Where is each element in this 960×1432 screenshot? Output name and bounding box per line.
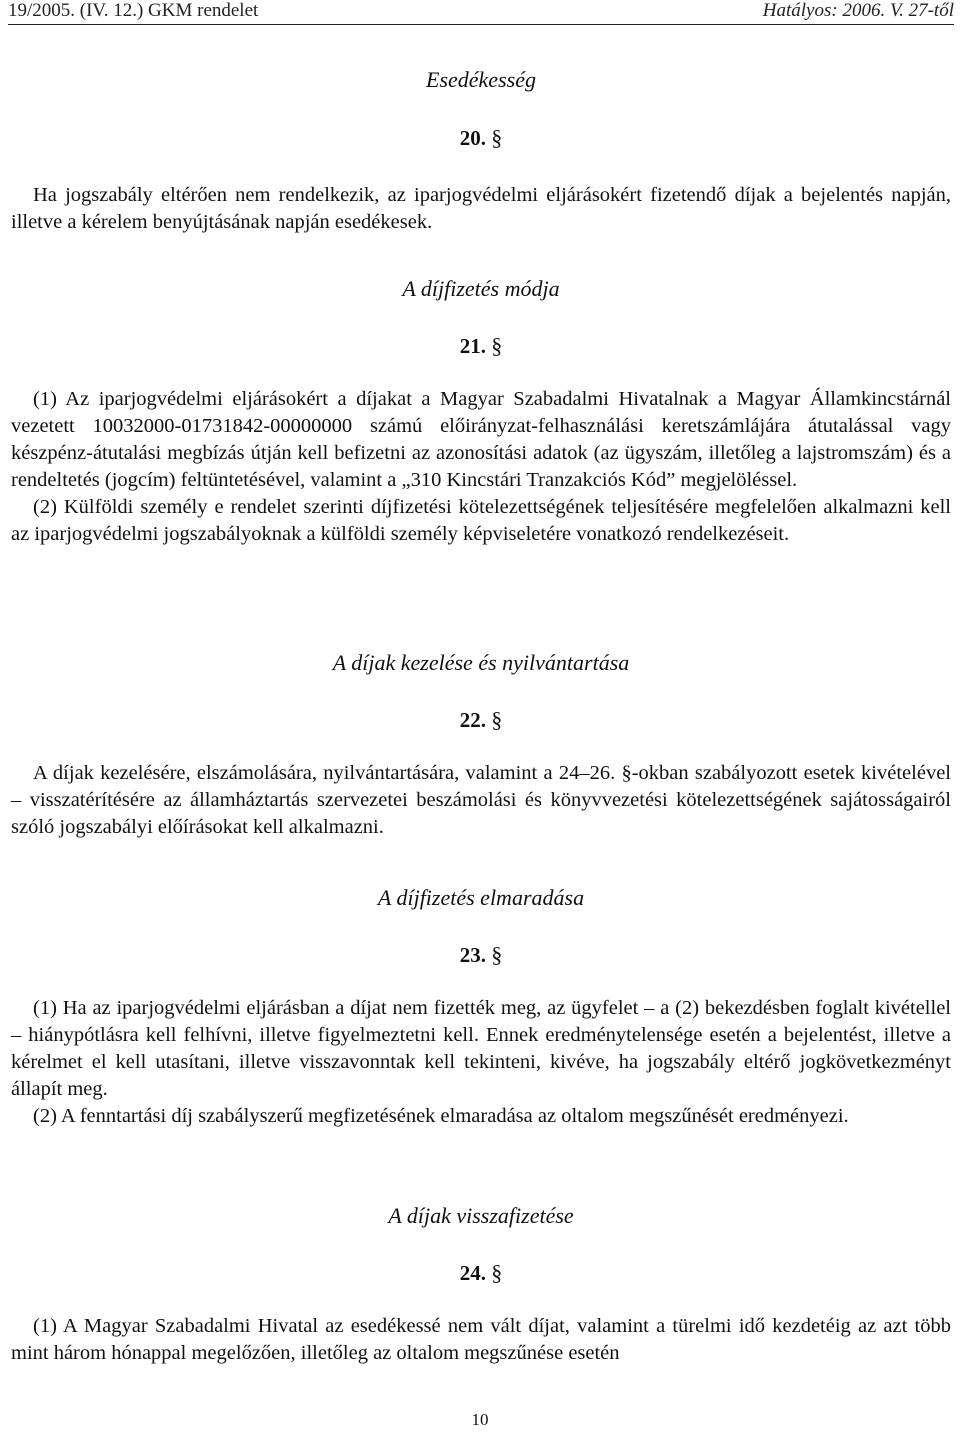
- paragraph-number: 23.: [459, 943, 486, 967]
- section-sign: §: [491, 1260, 503, 1285]
- paragraph-text-22: [11, 760, 951, 841]
- paragraph: (2) A fenntartási díj szabályszerű megfizetésének elmaradása az oltalom megszűnését eredményezi.: [33, 1105, 849, 1127]
- paragraph: (1) A Magyar Szabadalmi Hivatal az esedékessé nem vált díjat, valamint a türelmi idő kezdetéig az azt több mint három hónappal megelőzően, illetőleg az oltalom megszűnése esetén: [11, 1315, 951, 1364]
- paragraph-text-20: [11, 182, 951, 236]
- paragraph-number: 22.: [459, 708, 486, 732]
- section-sign: §: [491, 707, 503, 732]
- paragraph-text-21: [11, 386, 951, 548]
- section-sign: §: [491, 125, 503, 150]
- paragraph: (1) Ha az iparjogvédelmi eljárásban a díjat nem fizették meg, az ügyfelet – a (2) bekezdésben foglalt kivétellel – hiánypótlásra kell felhívni, illetve figyelmeztetni kell. Ennek eredménytelensége esetén a bejelentést, illetve a kérelmet el kell utasítani, illetve visszavonntak kell tekinteni, kivéve, ha jogszabály eltérő jogkövetkezményt állapít meg.: [11, 997, 951, 1100]
- paragraph-number-21: [11, 333, 951, 359]
- header-regulation-id: 19/2005. (IV. 12.) GKM rendelet: [8, 0, 259, 21]
- paragraph: (1) Az iparjogvédelmi eljárásokért a díjakat a Magyar Szabadalmi Hivatalnak a Magyar Államkincstárnál vezetett 10032000-01731842-00000000 számú előirányzat-felhasználási keretszámlájára átutalással vagy készpénz-átutalási megbízás útján kell befizetni az azonosítási adatok (az ügyszám, illetőleg a lajstromszám) és a rendeltetés (jogcím) feltüntetésével, valamint a „310 Kincstári Tranzakciós Kód” megjelöléssel.: [11, 388, 951, 491]
- section-title-esedekesseg: Esedékesség: [426, 67, 536, 92]
- paragraph-number-23: [11, 942, 951, 968]
- paragraph-text-23: [11, 995, 951, 1130]
- section-title-dijfizetes-elmaradasa: A díjfizetés elmaradása: [377, 885, 585, 910]
- paragraph-number: 20.: [459, 126, 486, 150]
- paragraph-number: 21.: [459, 334, 486, 358]
- paragraph-number-24: [11, 1260, 951, 1286]
- section-title-dijak-visszafizetese: A díjak visszafizetése: [388, 1203, 574, 1228]
- page-header: [8, 0, 954, 25]
- section-sign: §: [491, 333, 503, 358]
- section-sign: §: [491, 942, 503, 967]
- paragraph: (2) Külföldi személy e rendelet szerinti díjfizetési kötelezettségének teljesítésére megfelelően alkalmazni kell az iparjogvédelmi jogszabályoknak a külföldi személy képviseletére vonatkozó rendelkezéseit.: [11, 496, 951, 545]
- header-effective-date: Hatályos: 2006. V. 27-től: [762, 0, 954, 21]
- section-title-dijfizetes-modja: A díjfizetés módja: [402, 276, 560, 301]
- paragraph-text-24: [11, 1313, 951, 1367]
- section-title-dijak-kezelese: A díjak kezelése és nyilvántartása: [332, 650, 630, 675]
- page-number: 10: [471, 1410, 489, 1429]
- paragraph: A díjak kezelésére, elszámolására, nyilvántartására, valamint a 24–26. §-okban szabályozott esetek kivételével – visszatérítésére az államháztartás szervezetei beszámolási és könyvvezetési kötelezettségének sajátosságairól szóló jogszabályi előírásokat kell alkalmazni.: [11, 762, 951, 838]
- paragraph-number-20: [11, 125, 951, 151]
- paragraph-number: 24.: [459, 1261, 486, 1285]
- paragraph-number-22: [11, 707, 951, 733]
- paragraph: Ha jogszabály eltérően nem rendelkezik, az iparjogvédelmi eljárásokért fizetendő díjak a bejelentés napján, illetve a kérelem benyújtásának napján esedékesek.: [11, 184, 951, 233]
